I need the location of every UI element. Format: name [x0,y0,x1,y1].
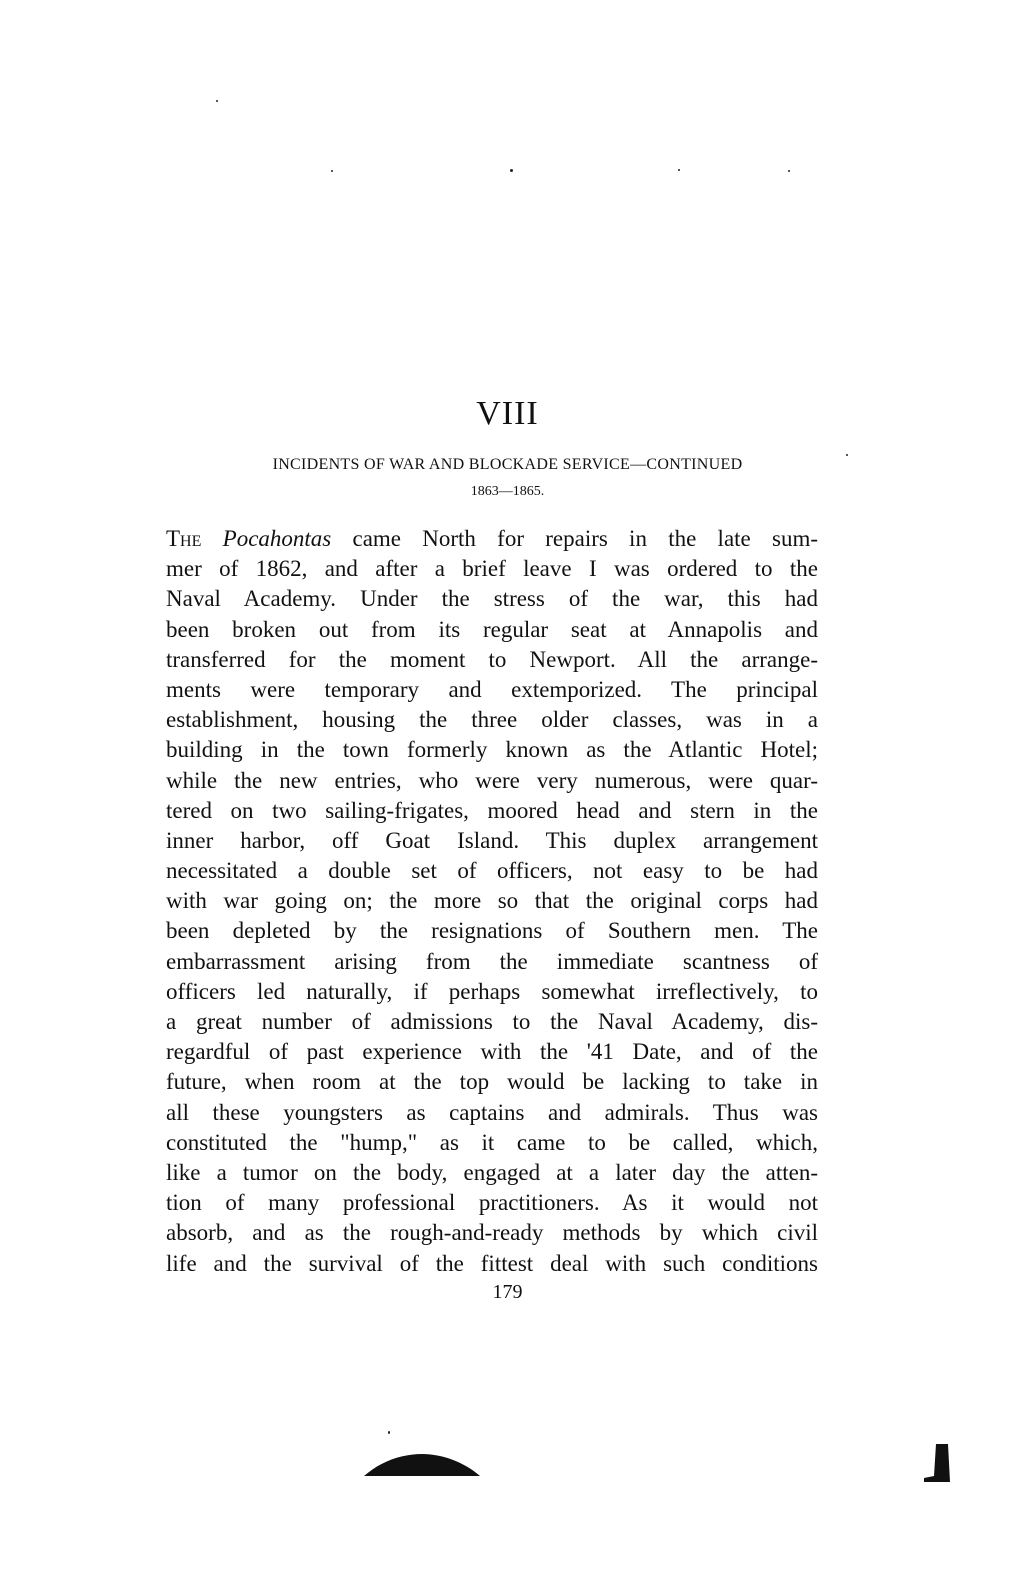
first-line [166,524,818,554]
text-line: embarrassment arising from the immediate scantness of [166,948,818,974]
text-line: officers led naturally, if perhaps somewhat irreflectively, to [166,978,818,1004]
text-line: tered on two sailing-frigates, moored head and stern in the [166,797,818,823]
text-line: Naval Academy. Under the stress of the war, this had [166,586,818,612]
body-text [166,524,818,1279]
scan-speck [678,169,680,171]
text-line: tion of many professional practitioners. As it would not [166,1190,818,1216]
text-line: with war going on; the more so that the original corps had [166,888,818,914]
chapter-title: INCIDENTS OF WAR AND BLOCKADE SERVICE—CONTINUED [272,456,743,473]
first-word: The [166,526,202,551]
ship-name: Pocahontas [222,526,332,551]
scan-speck [216,100,218,102]
text-line: absorb, and as the rough-and-ready methods by which civil [166,1220,818,1246]
text-line: inner harbor, off Goat Island. This duplex arrangement [166,827,818,853]
scan-blob-mark [364,1452,480,1478]
text-line: establishment, housing the three older classes, was in a [166,707,818,733]
chapter-years: 1863—1865. [470,484,545,499]
scan-speck [788,170,790,172]
text-line: necessitated a double set of officers, not easy to be had [166,858,818,884]
scan-speck [388,1431,390,1434]
text-line: building in the town formerly known as the Atlantic Hotel; [166,737,818,763]
scan-speck [331,170,333,172]
text-line: life and the survival of the fittest deal with such conditions [166,1250,818,1276]
text-line: been depleted by the resignations of Southern men. The [166,918,818,944]
text-line: all these youngsters as captains and admirals. Thus was [166,1099,818,1125]
text-line: future, when room at the top would be lacking to take in [166,1069,818,1095]
text-line: like a tumor on the body, engaged at a later day the atten- [166,1159,818,1185]
text-line: transferred for the moment to Newport. All the arrange- [166,646,818,672]
text-line: ments were temporary and extemporized. The principal [166,676,818,702]
scan-corner-mark [922,1442,952,1484]
text-line: mer of 1862, and after a brief leave I was ordered to the [166,556,818,582]
text-line: constituted the "hump," as it came to be called, which, [166,1129,818,1155]
page-number: 179 [492,1281,523,1303]
chapter-number: VIII [476,395,539,432]
text-line: a great number of admissions to the Naval Academy, dis- [166,1009,818,1034]
text-line: regardful of past experience with the '41 Date, and of the [166,1039,818,1065]
text-line: been broken out from its regular seat at Annapolis and [166,616,818,642]
text-line: while the new entries, who were very numerous, were quar- [166,767,818,793]
first-line-rest: came North for repairs in the late sum- [352,526,818,551]
scan-speck [510,169,513,172]
